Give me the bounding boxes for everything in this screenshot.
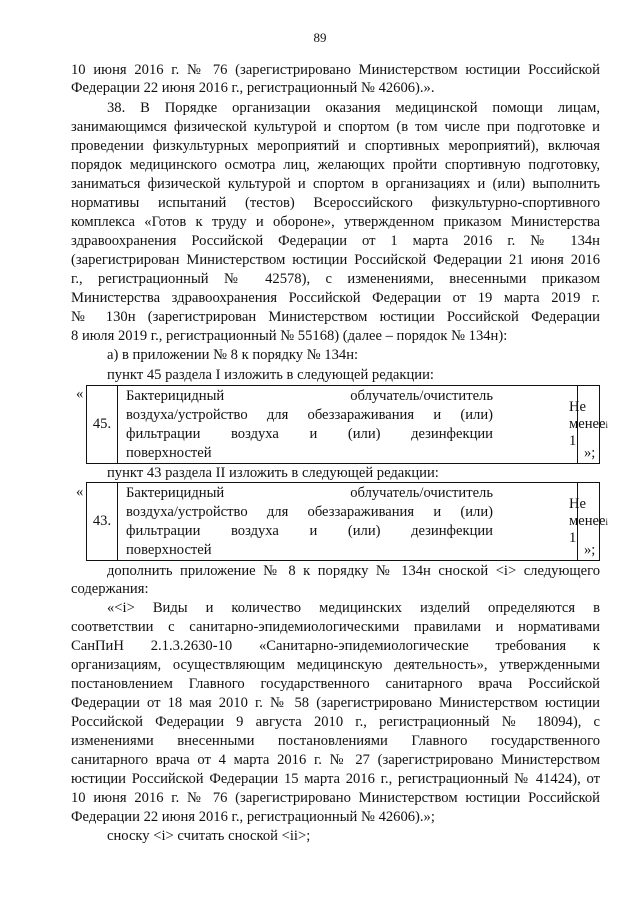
text-line: СанПиН 2.1.3.2630-10 «Санитарно-эпидемиологические требования к <box>71 638 600 654</box>
text-line: сноску <i> считать сноской <ii>; <box>107 828 311 844</box>
quote-close: »; <box>584 445 596 461</box>
item-description <box>118 386 578 463</box>
text-line: юстиции Российской Федерации 15 марта 2016 г., регистрационный № 41424), от <box>71 771 600 787</box>
text-line: 8 июля 2019 г., регистрационный № 55168) (далее – порядок № 134н): <box>71 328 508 344</box>
text-line: «<i> Виды и количество медицинских изделий определяются в <box>107 600 600 616</box>
text-line: занимающимся физической культурой и спортом (в том числе при подготовке и <box>71 119 600 135</box>
text-line: Федерации 22 июня 2016 г., регистрационный № 42606).». <box>71 80 435 96</box>
text-line: Федерации 22 июня 2016 г., регистрационный № 42606).»; <box>71 809 435 825</box>
item-quantity: Не менее 1 i <box>569 496 608 546</box>
item-description <box>118 483 578 560</box>
text-line: комплекса «Готов к труду и обороне», утвержденном приказом Министерства <box>71 214 600 230</box>
page-number: 89 <box>313 30 327 45</box>
desc-line: воздуха/устройство для обеззараживания и (или) <box>126 504 493 520</box>
text-line: пункт 43 раздела II изложить в следующей редакции: <box>107 465 439 481</box>
text-line: г., регистрационный № 42578), с изменениями, внесенными приказом <box>71 271 600 287</box>
text-line: изменениями внесенными постановлениями Главного государственного <box>71 733 600 749</box>
text-line: № 130н (зарегистрирован Министерством юстиции Российской Федерации <box>71 309 600 325</box>
text-line: (зарегистрирован Министерством юстиции Российской Федерации 21 июня 2016 <box>71 252 600 268</box>
text-line: а) в приложении № 8 к порядку № 134н: <box>107 347 359 363</box>
item-quantity: Не менее 1 i <box>569 399 608 449</box>
text-line: 38. В Порядке организации оказания медицинской помощи лицам, <box>107 100 600 116</box>
text-line: нормативы испытаний (тестов) Всероссийского физкультурно-спортивного <box>71 195 600 211</box>
text-line: заниматься физической культурой и спортом в организациях и (или) выполнить <box>71 176 600 192</box>
table-item-45 <box>86 385 608 464</box>
text-line: содержания: <box>71 581 149 597</box>
text-line: Федерации от 18 мая 2010 г. № 58 (зарегистрировано Министерством юстиции <box>71 695 600 711</box>
text-line: проведении физкультурных мероприятий и спортивных мероприятий), включая <box>71 138 600 154</box>
text-line: постановлением Главного государственного санитарного врача Российской <box>71 676 600 692</box>
text-line: здравоохранения Российской Федерации от 1 марта 2016 г. № 134н <box>71 233 600 249</box>
text-line: Министерства здравоохранения Российской Федерации от 19 марта 2019 г. <box>71 290 600 306</box>
desc-line: Бактерицидный облучатель/очиститель <box>126 485 493 501</box>
item-number: 45. <box>87 386 118 463</box>
text-line: Российской Федерации 9 августа 2010 г., регистрационный № 18094), с <box>71 714 600 730</box>
item-number: 43. <box>87 483 118 560</box>
text-line: порядок медицинского осмотра лиц, желающих пройти спортивную подготовку, <box>71 157 600 173</box>
desc-line: поверхностей <box>126 445 212 461</box>
desc-line: воздуха/устройство для обеззараживания и (или) <box>126 407 493 423</box>
desc-line: поверхностей <box>126 542 212 558</box>
text-line: пункт 45 раздела I изложить в следующей редакции: <box>107 367 434 383</box>
desc-line: Бактерицидный облучатель/очиститель <box>126 388 493 404</box>
quote-close: »; <box>584 542 596 558</box>
desc-line: фильтрации воздуха и (или) дезинфекции <box>126 426 493 442</box>
quantity-text: Не менее 1 <box>569 399 606 449</box>
desc-line: фильтрации воздуха и (или) дезинфекции <box>126 523 493 539</box>
text-line: дополнить приложение № 8 к порядку № 134н сноской <i> следующего <box>107 563 600 579</box>
table-item-43 <box>86 482 608 561</box>
quote-open: « <box>76 484 84 500</box>
text-line: санитарного врача от 4 марта 2016 г. № 27 (зарегистрировано Министерством <box>71 752 600 768</box>
text-line: 10 июня 2016 г. № 76 (зарегистрировано Министерством юстиции Российской <box>71 790 600 806</box>
text-line: 10 июня 2016 г. № 76 (зарегистрировано Министерством юстиции Российской <box>71 62 600 78</box>
quote-open: « <box>76 386 84 402</box>
text-line: соответствии с санитарно-эпидемиологическими правилами и нормативами <box>71 619 600 635</box>
quantity-text: Не менее 1 <box>569 496 606 546</box>
text-line: организациям, осуществляющим медицинскую деятельность», утвержденными <box>71 657 600 673</box>
